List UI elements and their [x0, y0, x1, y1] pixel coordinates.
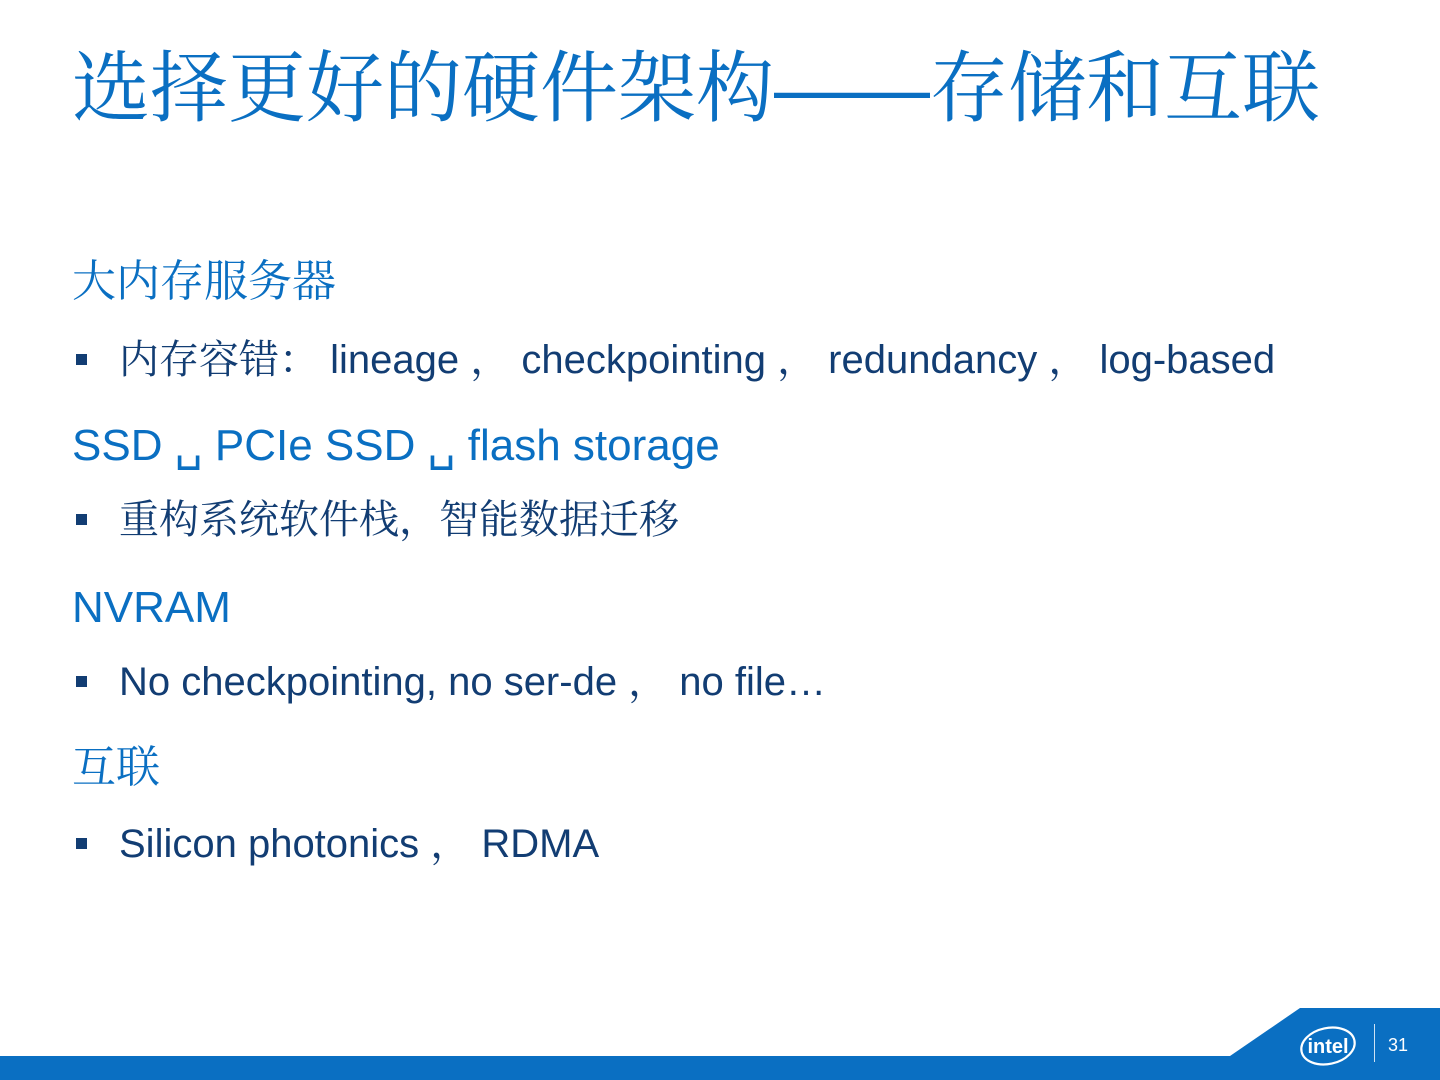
intel-logo-text: intel [1307, 1036, 1349, 1058]
bullet-text: Silicon photonics ， RDMA [119, 822, 600, 866]
bullet-square-icon [76, 676, 87, 687]
page-number: 31 [1388, 1035, 1409, 1055]
bullet-text: 重构系统软件栈，智能数据迁移 [119, 498, 679, 542]
section-heading-memory: 大内存服务器 [72, 257, 336, 306]
footer-divider [1374, 1024, 1375, 1062]
bullet-square-icon [76, 354, 87, 365]
section-heading-nvram: NVRAM [72, 583, 231, 632]
bullet-square-icon [76, 838, 87, 849]
section-heading-interconnect: 互联 [72, 743, 160, 792]
bullet-square-icon [76, 514, 87, 525]
bullet-text: No checkpointing, no ser-de ， no file… [119, 660, 827, 704]
bullet-text: 内存容错： lineage ， checkpointing ， redundancy ， log-based [119, 338, 1276, 382]
intel-logo [1298, 1018, 1360, 1074]
footer-bar [0, 1056, 1440, 1080]
section-heading-ssd: SSD ␣ PCIe SSD ␣ flash storage [72, 421, 720, 470]
slide-title: 选择更好的硬件架构——存储和互联 [72, 44, 1321, 132]
